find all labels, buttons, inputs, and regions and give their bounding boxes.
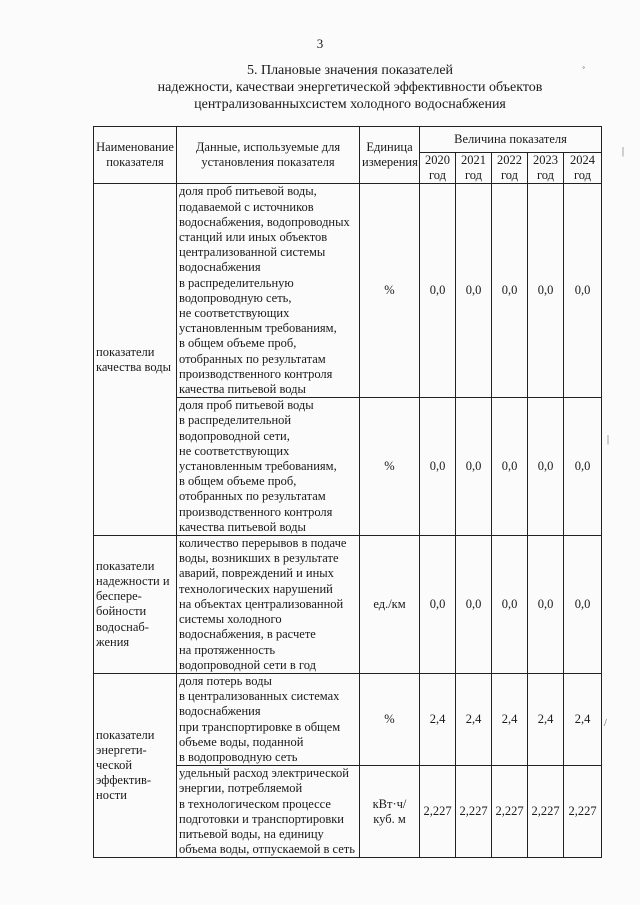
- unit-cell: ед./км: [360, 536, 420, 674]
- group-name-quality: показатели качества воды: [94, 184, 177, 536]
- group-name-reliability: показатели надежности и беспере-бойности водоснаб-жения: [94, 536, 177, 674]
- table-row: [94, 536, 602, 674]
- indicator-description: удельный расход электрической энергии, потребляемой в технологическом процессе подготовки и транспортировки питьевой воды, на единицу объема воды, отпускаемой в сеть: [177, 766, 360, 858]
- value-cell: 2,227: [492, 766, 528, 858]
- value-cell: 2,4: [528, 673, 564, 765]
- unit-cell: кВт·ч/ куб. м: [360, 766, 420, 858]
- value-cell: 0,0: [492, 184, 528, 398]
- header-unit: Единица измерения: [360, 127, 420, 184]
- value-cell: 0,0: [528, 184, 564, 398]
- header-year-2023: 2023 год: [528, 153, 564, 184]
- header-year-2020: 2020 год: [420, 153, 456, 184]
- value-cell: 2,227: [564, 766, 602, 858]
- title-line-1: 5. Плановые значения показателей: [246, 63, 454, 78]
- scan-mark: |: [622, 146, 625, 157]
- indicators-table: [93, 126, 602, 858]
- value-cell: 0,0: [456, 184, 492, 398]
- value-cell: 0,0: [456, 398, 492, 536]
- header-data: Данные, используемые для установления показателя: [177, 127, 360, 184]
- value-cell: 2,227: [456, 766, 492, 858]
- value-cell: 0,0: [456, 536, 492, 674]
- scan-mark: |: [607, 434, 610, 445]
- value-cell: 0,0: [420, 536, 456, 674]
- scan-mark: ˚: [582, 66, 586, 77]
- value-cell: 0,0: [492, 398, 528, 536]
- unit-cell: %: [360, 673, 420, 765]
- header-name: Наименование показателя: [94, 127, 177, 184]
- value-cell: 0,0: [492, 536, 528, 674]
- title-line-2: надежности, качестваи энергетической эффективности объектов: [157, 80, 543, 95]
- value-cell: 0,0: [420, 398, 456, 536]
- value-cell: 2,4: [564, 673, 602, 765]
- table-row: [94, 184, 602, 398]
- value-cell: 0,0: [564, 184, 602, 398]
- table-row: [94, 673, 602, 765]
- indicator-description: доля проб питьевой воды в распределительной водопроводной сети, не соответствующих установленным требованиям, в общем объеме проб, отобранных по результатам производственного контроля качества питьевой воды: [177, 398, 360, 536]
- value-cell: 2,227: [528, 766, 564, 858]
- scan-mark: /: [604, 718, 607, 729]
- value-cell: 0,0: [420, 184, 456, 398]
- value-cell: 2,227: [420, 766, 456, 858]
- title-line-3: централизованныхсистем холодного водоснабжения: [194, 97, 506, 112]
- header-year-2021: 2021 год: [456, 153, 492, 184]
- value-cell: 0,0: [528, 398, 564, 536]
- unit-cell: %: [360, 184, 420, 398]
- header-year-2022: 2022 год: [492, 153, 528, 184]
- value-cell: 0,0: [528, 536, 564, 674]
- indicator-description: доля потерь воды в централизованных системах водоснабжения при транспортировке в общем объеме воды, поданной в водопроводную сеть: [177, 673, 360, 765]
- section-title: [60, 62, 640, 113]
- indicator-description: доля проб питьевой воды, подаваемой с источников водоснабжения, водопроводных станций или иных объектов централизованной системы водоснабжения в распределительную водопроводную сеть, не соответствующих установленным требованиям, в общем объеме проб, отобранных по результатам производственного контроля качества питьевой воды: [177, 184, 360, 398]
- value-cell: 2,4: [420, 673, 456, 765]
- indicator-description: количество перерывов в подаче воды, возникших в результате аварий, повреждений и иных технологических нарушений на объектах централизованной системы холодного водоснабжения, в расчете на протяженность водопроводной сети в год: [177, 536, 360, 674]
- header-year-2024: 2024 год: [564, 153, 602, 184]
- header-value-group: Величина показателя: [420, 127, 602, 153]
- value-cell: 2,4: [492, 673, 528, 765]
- value-cell: 0,0: [564, 398, 602, 536]
- group-name-energy-efficiency: показатели энергети-ческой эффектив-ности: [94, 673, 177, 857]
- page-number: 3: [316, 36, 324, 51]
- value-cell: 0,0: [564, 536, 602, 674]
- unit-cell: %: [360, 398, 420, 536]
- value-cell: 2,4: [456, 673, 492, 765]
